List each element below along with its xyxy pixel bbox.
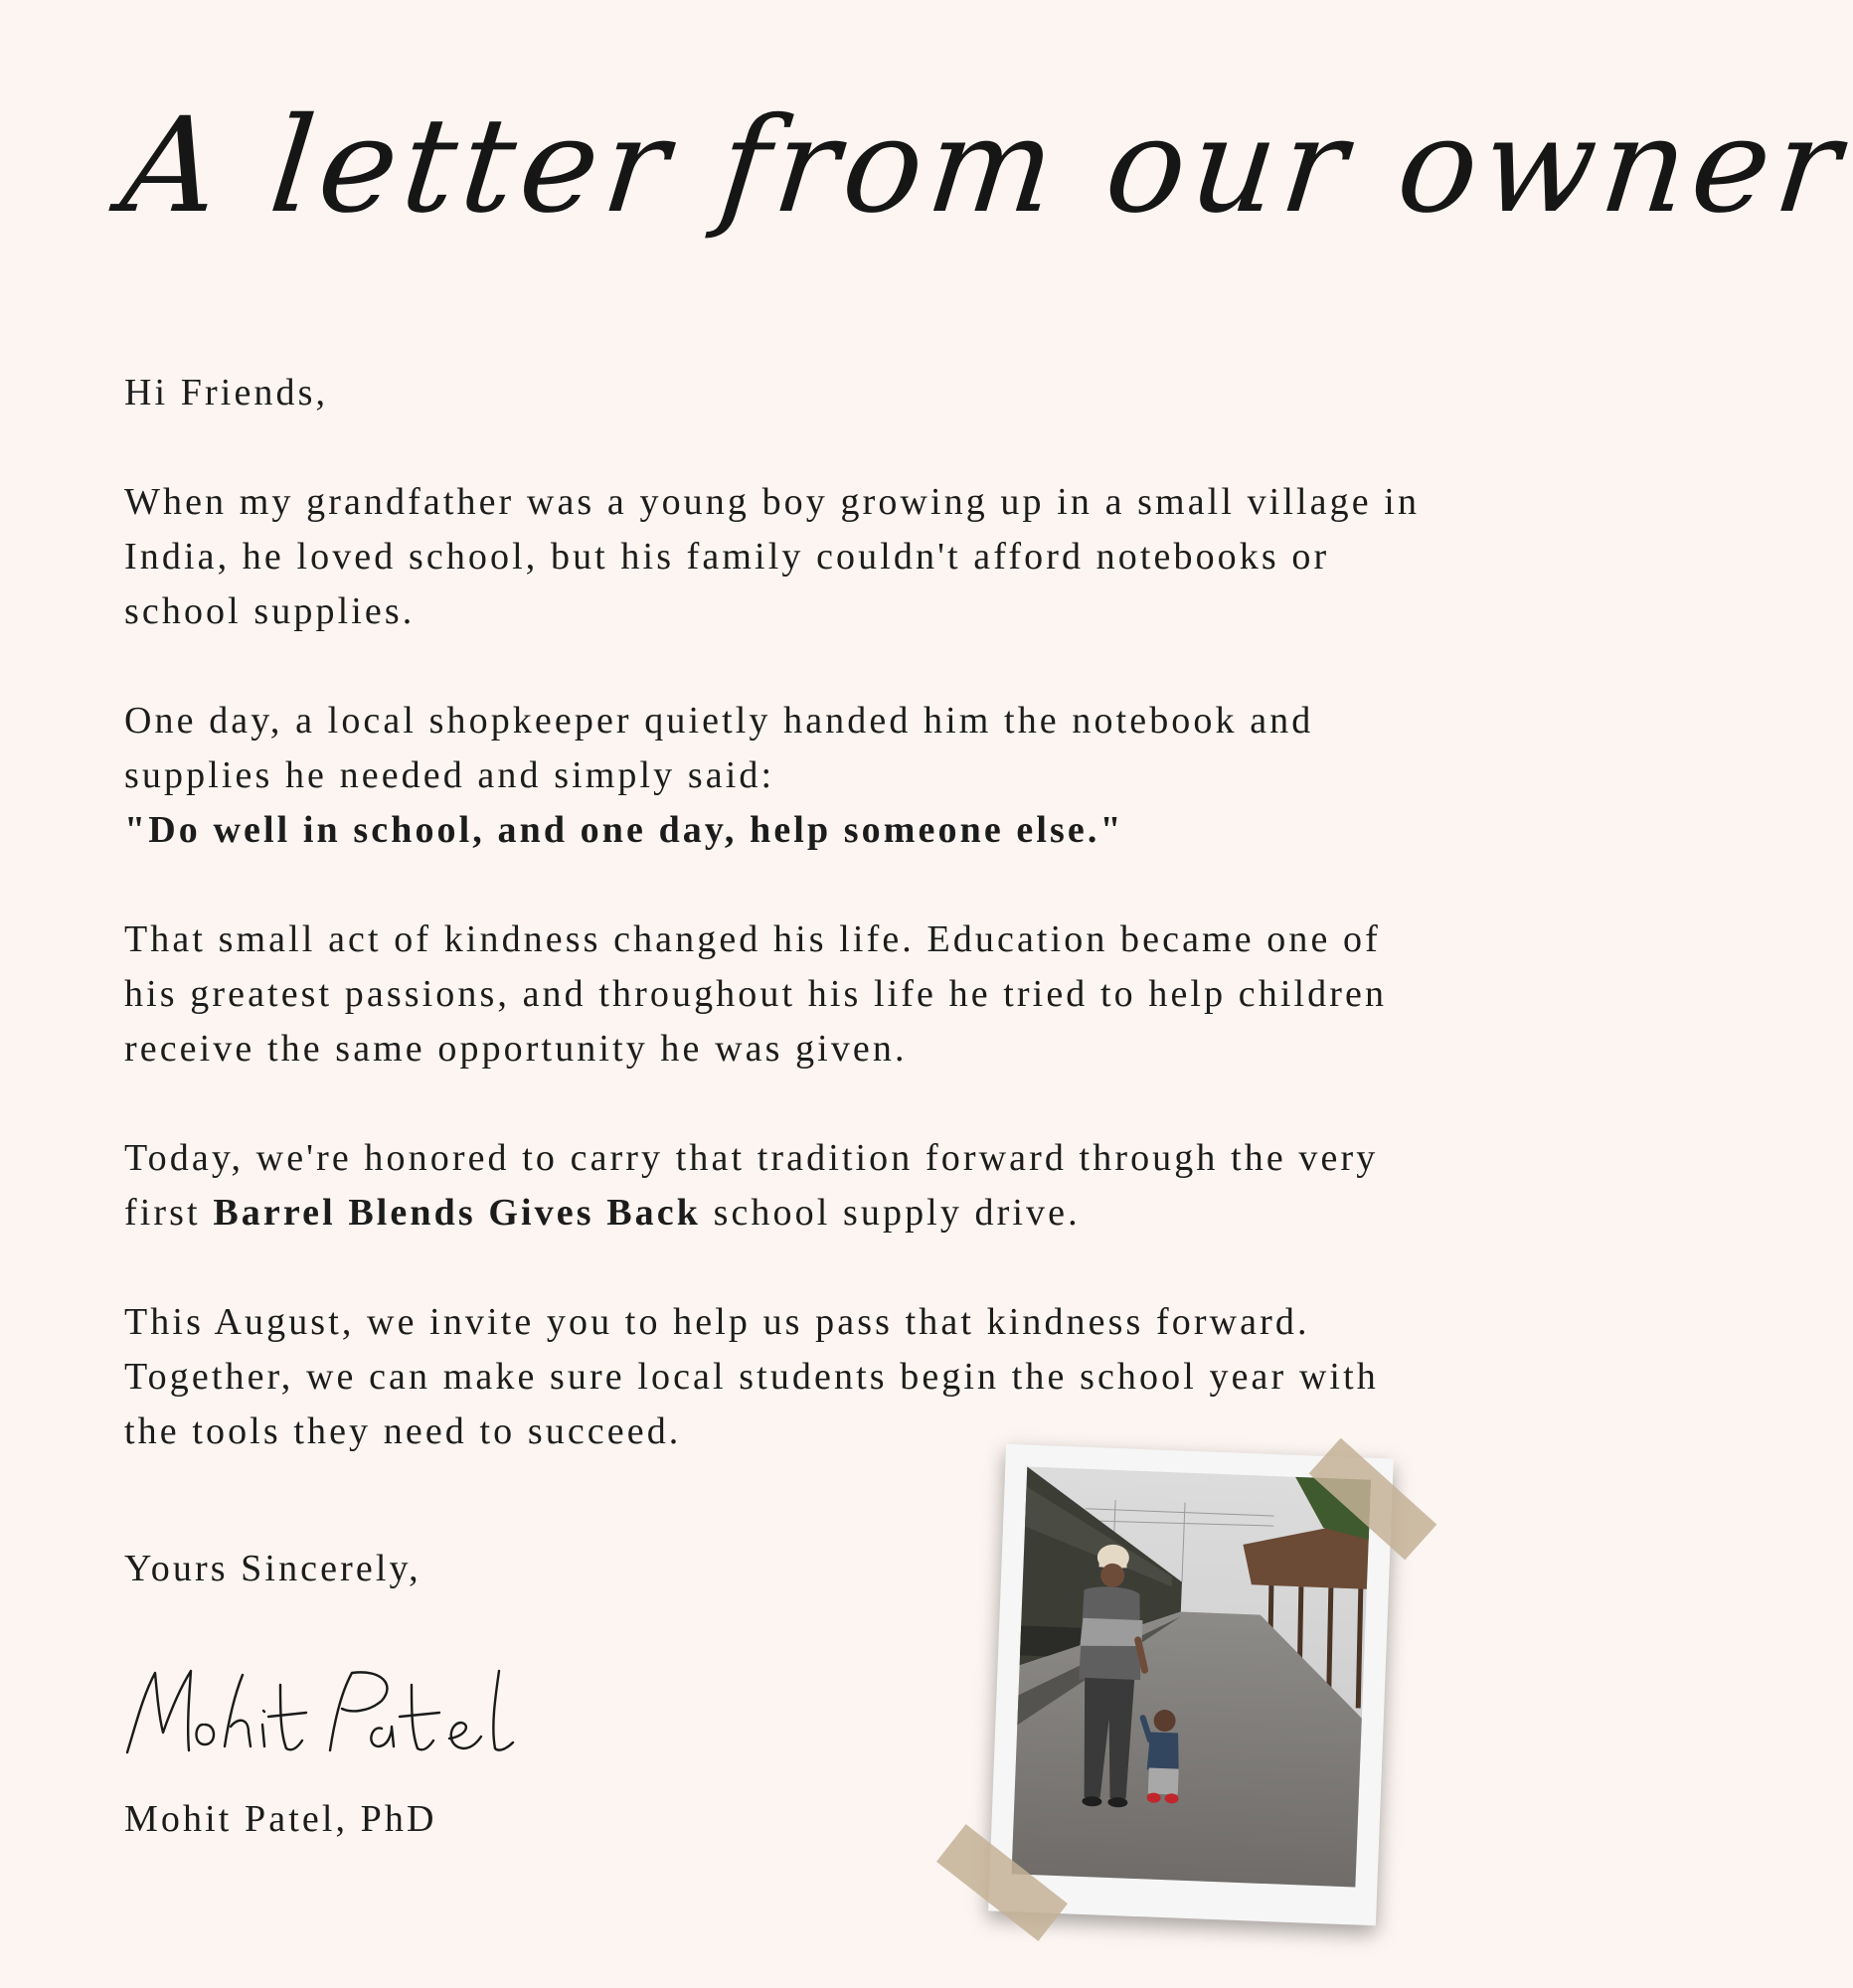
paragraph-1: When my grandfather was a young boy growing up in a small village in India, he loved school, but his family couldn't afford notebooks or school supplies.: [124, 481, 1421, 632]
paragraph-2: [124, 694, 1436, 858]
program-name: Barrel Blends Gives Back: [213, 1192, 701, 1234]
paragraph-3: That small act of kindness changed his life. Education became one of his greatest passions, and throughout his life he tried to help children receive the same opportunity he was given.: [124, 918, 1388, 1070]
polaroid-photo-frame: [988, 1444, 1394, 1926]
letter-body: [124, 366, 1436, 1514]
paragraph-2-text: One day, a local shopkeeper quietly handed him the notebook and supplies he needed and simply said:: [124, 700, 1314, 796]
paragraph-4-after: school supply drive.: [700, 1192, 1081, 1234]
closing: Yours Sincerely,: [124, 1548, 421, 1589]
greeting: Hi Friends,: [124, 372, 329, 414]
letter-title: A letter from our owner: [114, 89, 1853, 243]
paragraph-5: This August, we invite you to help us pass that kindness forward. Together, we can make sure local students begin the school year with the tools they need to succeed.: [124, 1301, 1379, 1452]
signer-name: Mohit Patel, PhD: [124, 1798, 437, 1840]
family-photo: [1012, 1467, 1371, 1888]
shopkeeper-quote: "Do well in school, and one day, help someone else.": [124, 809, 1124, 851]
paragraph-4: [124, 1131, 1436, 1241]
signature: [121, 1655, 519, 1774]
paragraph-4-before: Today, we're honored to carry that tradition forward through the very first: [124, 1137, 1379, 1234]
